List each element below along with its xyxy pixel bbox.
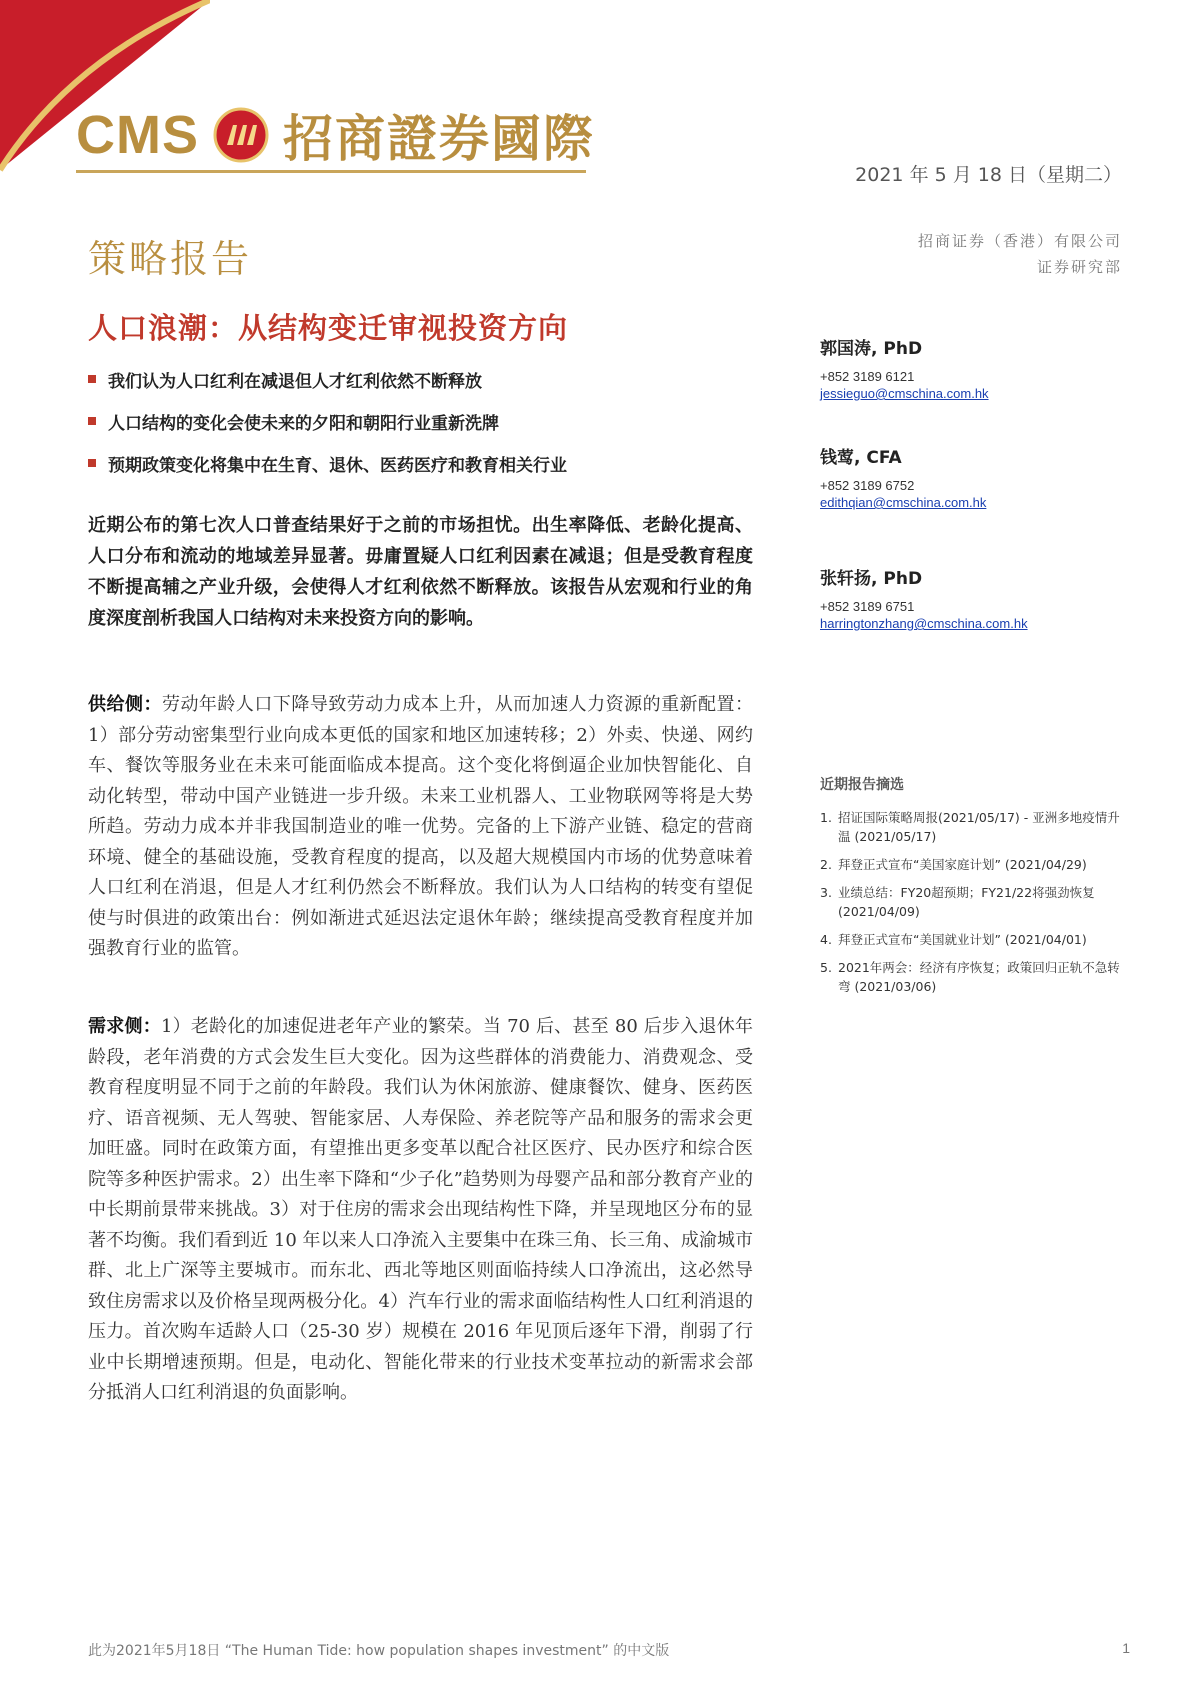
analyst-email-link[interactable]: harringtonzhang@cmschina.com.hk (820, 616, 1028, 631)
report-type: 策略报告 (88, 237, 253, 281)
footer-note: 此为2021年5月18日 “The Human Tide: how population shapes investment” 的中文版 (88, 1643, 670, 1659)
analyst-card (820, 443, 1140, 510)
recent-report-text: 拜登正式宣布“美国家庭计划” (2021/04/29) (838, 857, 1087, 872)
key-point (88, 442, 768, 484)
department-name: 证券研究部 (1036, 258, 1122, 276)
paragraph-lead: 供给侧： (88, 694, 162, 715)
analyst-name: 钱莺, CFA (820, 448, 902, 468)
analyst-name: 郭国涛, PhD (820, 339, 923, 359)
logo-cms-text: CMS (76, 105, 199, 165)
recent-report-item[interactable] (820, 883, 1120, 921)
recent-report-text: 业绩总结：FY20超预期；FY21/22将强劲恢复 (2021/04/09) (838, 885, 1095, 919)
recent-report-item[interactable] (820, 808, 1120, 846)
company-logo (76, 100, 595, 170)
analyst-phone: +852 3189 6751 (820, 599, 915, 614)
recent-report-text: 拜登正式宣布“美国就业计划” (2021/04/01) (838, 932, 1087, 947)
bullet-square-icon (88, 375, 96, 383)
key-point-text: 人口结构的变化会使未来的夕阳和朝阳行业重新洗牌 (108, 413, 499, 434)
recent-report-number: 2. (820, 857, 832, 872)
paragraph-body: 1）老龄化的加速促进老年产业的繁荣。当 70 后、甚至 80 后步入退休年龄段，老年消费的方式会发生巨大变化。因为这些群体的消费能力、消费观念、受教育程度明显不同于之前的年龄段。我们认为休闲旅游、健康餐饮、健身、医药医疗、语音视频、无人驾驶、智能家居、人寿保险、养老院等产品和服务的需求会更加旺盛。同时在政策方面，有望推出更多变革以配合社区医疗、民办医疗和综合医院等多种医护需求。2）出生率下降和“少子化”趋势则为母婴产品和部分教育产业的中长期前景带来挑战。3）对于住房的需求会出现结构性下降，并呈现地区分布的显著不均衡。我们看到近 10 年以来人口净流入主要集中在珠三角、长三角、成渝城市群、北上广深等主要城市。而东北、西北等地区则面临持续人口净流出，这必然导致住房需求以及价格呈现两极分化。4）汽车行业的需求面临结构性人口红利消退的压力。首次购车适龄人口（25-30 岁）规模在 2016 年见顶后逐年下滑，削弱了行业中长期增速预期。但是，电动化、智能化带来的行业技术变革拉动的新需求会部分抵消人口红利消退的负面影响。 (88, 1016, 753, 1403)
supply-side-paragraph (88, 690, 753, 965)
company-info (918, 228, 1122, 280)
summary-paragraph: 近期公布的第七次人口普查结果好于之前的市场担忧。出生率降低、老龄化提高、人口分布和流动的地域差异显著。毋庸置疑人口红利因素在减退；但是受教育程度不断提高辅之产业升级，会使得人才红利依然不断释放。该报告从宏观和行业的角度深度剖析我国人口结构对未来投资方向的影响。 (88, 515, 753, 629)
recent-report-number: 5. (820, 960, 832, 975)
key-points (88, 358, 768, 484)
report-date: 2021 年 5 月 18 日（星期二） (855, 164, 1122, 186)
key-point-text: 我们认为人口红利在减退但人才红利依然不断释放 (108, 371, 482, 392)
key-point-text: 预期政策变化将集中在生育、退休、医药医疗和教育相关行业 (108, 455, 567, 476)
analyst-card (820, 334, 1140, 401)
key-point (88, 400, 768, 442)
logo-underline (76, 170, 586, 173)
company-name: 招商证券（香港）有限公司 (917, 232, 1122, 250)
recent-report-number: 3. (820, 885, 832, 900)
recent-report-text: 招证国际策略周报(2021/05/17) - 亚洲多地疫情升温 (2021/05/17) (838, 810, 1120, 844)
recent-report-number: 1. (820, 810, 832, 825)
recent-report-item[interactable] (820, 855, 1120, 874)
recent-report-text: 2021年两会：经济有序恢复；政策回归正轨不急转弯 (2021/03/06) (838, 960, 1120, 994)
logo-chinese-text: 招商證券國際 (283, 109, 595, 168)
analyst-phone: +852 3189 6752 (820, 478, 915, 493)
paragraph-body: 劳动年龄人口下降导致劳动力成本上升，从而加速人力资源的重新配置：1）部分劳动密集型行业向成本更低的国家和地区加速转移；2）外卖、快递、网约车、餐饮等服务业在未来可能面临成本提高。这个变化将倒逼企业加快智能化、自动化转型，带动中国产业链进一步升级。未来工业机器人、工业物联网等将是大势所趋。劳动力成本并非我国制造业的唯一优势。完备的上下游产业链、稳定的营商环境、健全的基础设施，受教育程度的提高，以及超大规模国内市场的优势意味着人口红利在消退，但是人才红利仍然会不断释放。我们认为人口结构的转变有望促使与时俱进的政策出台：例如渐进式延迟法定退休年龄；继续提高受教育程度并加强教育行业的监管。 (88, 694, 754, 959)
paragraph-lead: 需求侧： (88, 1016, 161, 1037)
recent-report-item[interactable] (820, 958, 1120, 996)
recent-reports (820, 774, 1120, 1005)
analyst-email-link[interactable]: edithqian@cmschina.com.hk (820, 495, 987, 510)
demand-side-paragraph (88, 1012, 753, 1409)
report-title: 人口浪潮：从结构变迁审视投资方向 (88, 311, 569, 345)
recent-reports-heading: 近期报告摘选 (820, 777, 904, 793)
analyst-email-link[interactable]: jessieguo@cmschina.com.hk (820, 386, 989, 401)
recent-report-item[interactable] (820, 930, 1120, 949)
bullet-square-icon (88, 417, 96, 425)
analyst-name: 张轩扬, PhD (820, 569, 923, 589)
analyst-phone: +852 3189 6121 (820, 369, 915, 384)
page-number: 1 (1122, 1640, 1130, 1656)
logo-emblem-icon (213, 107, 269, 163)
bullet-square-icon (88, 459, 96, 467)
analyst-card (820, 564, 1140, 631)
key-point (88, 358, 768, 400)
recent-report-number: 4. (820, 932, 832, 947)
